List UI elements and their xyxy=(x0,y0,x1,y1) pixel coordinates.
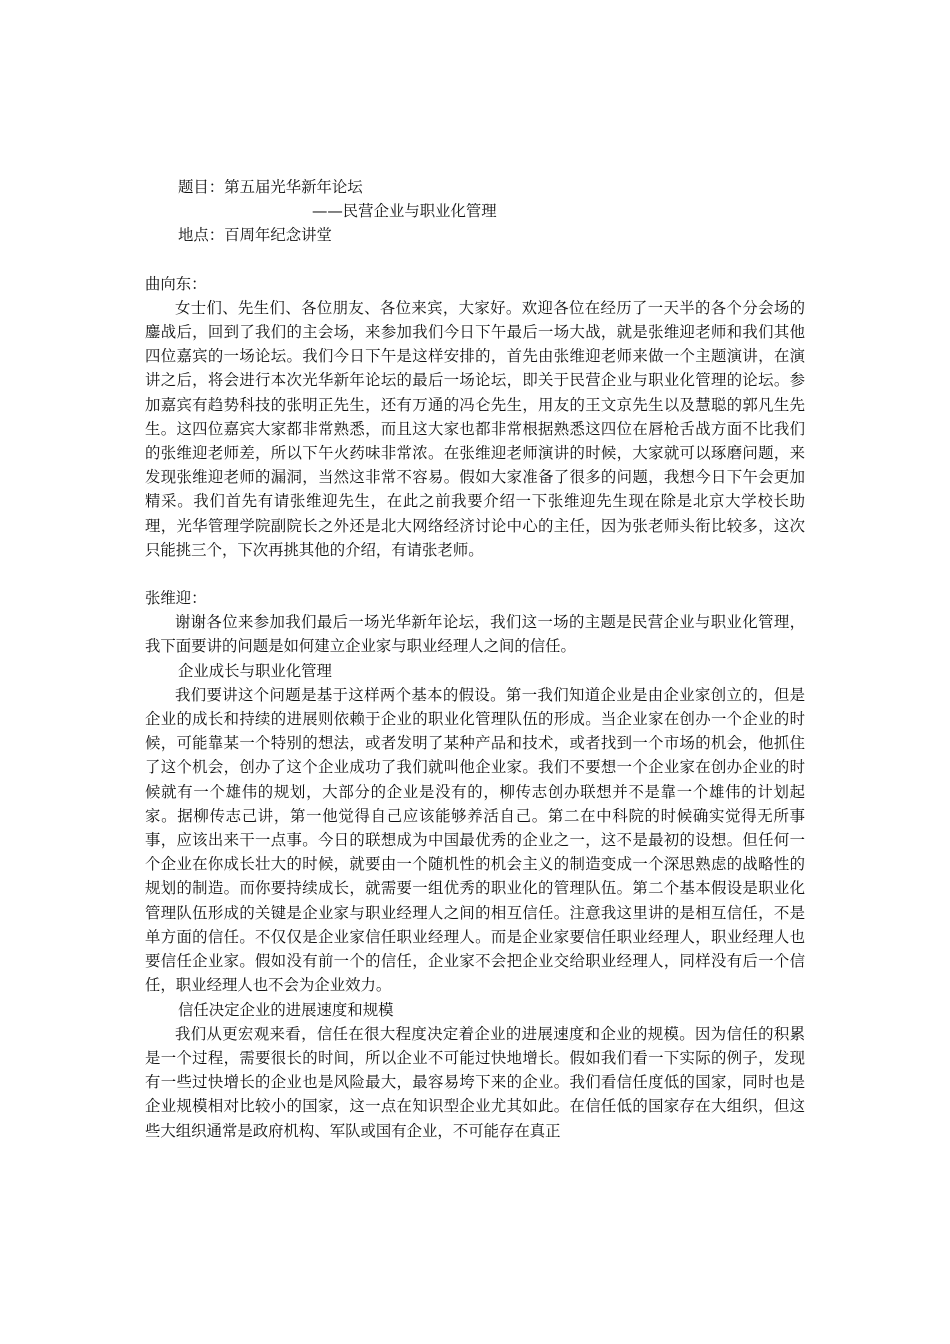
section-heading-growth: 企业成长与职业化管理 xyxy=(178,661,332,680)
speaker-intro-paragraph: 谢谢各位来参加我们最后一场光华新年论坛，我们这一场的主题是民营企业与职业化管理，我下面要讲的问题是如何建立企业家与职业经理人之间的信任。 xyxy=(145,613,805,656)
document-body xyxy=(145,175,805,1143)
host-opening-paragraph: 女士们、先生们、各位朋友、各位来宾，大家好。欢迎各位在经历了一天半的各个分会场的鏖战后，回到了我们的主会场，来参加我们今日下午最后一场大战，就是张维迎老师和我们其他四位嘉宾的一场论坛。我们今日下午是这样安排的，首先由张维迎老师来做一个主题演讲，在演讲之后，将会进行本次光华新年论坛的最后一场论坛，即关于民营企业与职业化管理的论坛。参加嘉宾有趋势科技的张明正先生，还有万通的冯仑先生，用友的王文京先生以及慧聪的郭凡生先生。这四位嘉宾大家都非常熟悉，而且这大家也都非常根据熟悉这四位在唇枪舌战方面不比我们的张维迎老师差，所以下午火药味非常浓。在张维迎老师演讲的时候，大家就可以琢磨问题，来发现张维迎老师的漏洞，当然这非常不容易。假如大家准备了很多的问题，我想今日下午会更加精采。我们首先有请张维迎先生，在此之前我要介绍一下张维迎先生现在除是北京大学校长助理，光华管理学院副院长之外还是北大网络经济讨论中心的主任，因为张老师头衔比较多，这次只能挑三个，下次再挑其他的介绍，有请张老师。 xyxy=(145,298,805,559)
forum-location: 地点：百周年纪念讲堂 xyxy=(178,226,332,245)
speaker-growth-paragraph: 我们要讲这个问题是基于这样两个基本的假设。第一我们知道企业是由企业家创立的，但是企业的成长和持续的进展则依赖于企业的职业化管理队伍的形成。当企业家在创办一个企业的时候，可能靠某一个特别的想法，或者发明了某种产品和技术，或者找到一个市场的机会，他抓住了这个机会，创办了这个企业成功了我们就叫他企业家。我们不要想一个企业家在创办企业的时候就有一个雄伟的规划，大部分的企业是没有的，柳传志创办联想并不是靠一个雄伟的计划起家。据柳传志己讲，第一他觉得自己应该能够养活自己。第二在中科院的时候确实觉得无所事事，应该出来干一点事。今日的联想成为中国最优秀的企业之一，这不是最初的设想。但任何一个企业在你成长壮大的时候，就要由一个随机性的机会主义的制造变成一个深思熟虑的战略性的规划的制造。而你要持续成长，就需要一组优秀的职业化的管理队伍。第二个基本假设是职业化管理队伍形成的关键是企业家与职业经理人之间的相互信任。注意我这里讲的是相互信任，不是单方面的信任。不仅仅是企业家信任职业经理人。而是企业家要信任职业经理人，职业经理人也要信任企业家。假如没有前一个的信任，企业家不会把企业交给职业经理人，同样没有后一个信任，职业经理人也不会为企业效力。 xyxy=(145,685,805,995)
section-heading-trust: 信任决定企业的进展速度和规模 xyxy=(178,1000,394,1019)
forum-title: 题目：第五届光华新年论坛 xyxy=(178,178,363,196)
main-speaker-name: 张维迎： xyxy=(145,589,207,608)
forum-subtitle: ——民营企业与职业化管理 xyxy=(312,202,497,221)
speaker-trust-paragraph: 我们从更宏观来看，信任在很大程度决定着企业的进展速度和企业的规模。因为信任的积累是一个过程，需要很长的时间，所以企业不可能过快地增长。假如我们看一下实际的例子，发现有一些过快增长的企业也是风险最大，最容易垮下来的企业。我们看信任度低的国家，同时也是企业规模相对比较小的国家，这一点在知识型企业尤其如此。在信任低的国家存在大组织，但这些大组织通常是政府机构、军队或国有企业，不可能存在真正 xyxy=(145,1024,805,1140)
host-speaker-name: 曲向东： xyxy=(145,274,207,293)
